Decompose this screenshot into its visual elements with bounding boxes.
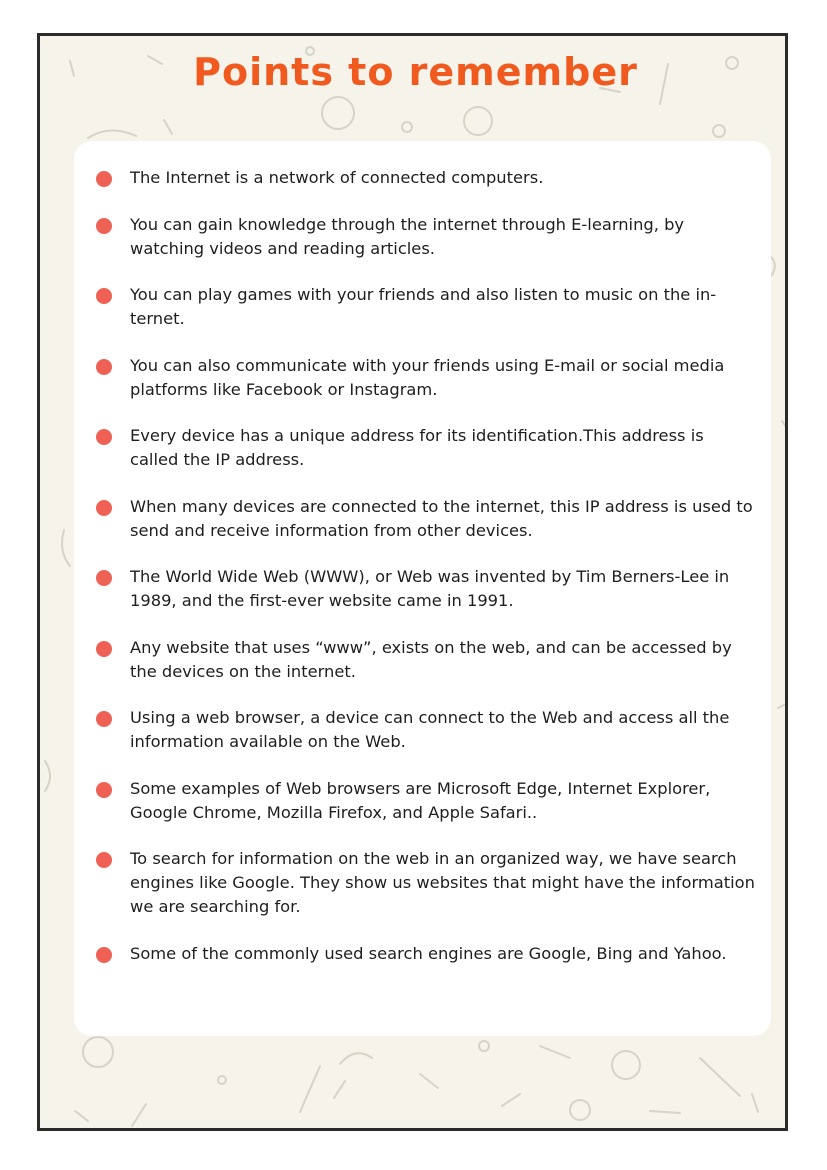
bullet-icon: [96, 782, 112, 798]
point-text: You can also communicate with your friends using E-mail or social media platforms like Facebook or Instagram.: [130, 355, 725, 399]
point-text: The Internet is a network of connected computers.: [130, 168, 544, 187]
point-text: Every device has a unique address for its identification.This address is called the IP address.: [130, 426, 704, 469]
points-list: [96, 166, 756, 988]
bullet-icon: [96, 171, 112, 187]
bullet-icon: [96, 711, 112, 727]
bullet-icon: [96, 429, 112, 445]
list-item: [96, 283, 756, 331]
list-item: [96, 354, 756, 402]
list-item: [96, 636, 756, 684]
point-text: The World Wide Web (WWW), or Web was invented by Tim Berners-Lee in 1989, and the first-ever website came in 1991.: [130, 567, 730, 610]
list-item: [96, 942, 756, 966]
point-text: Some of the commonly used search engines are Google, Bing and Yahoo.: [130, 943, 727, 963]
list-item: [96, 565, 756, 613]
bullet-icon: [96, 218, 112, 234]
point-text: You can play games with your friends and also listen to music on the in-ternet.: [130, 285, 717, 328]
page-title: Points to remember: [193, 50, 638, 94]
list-item: [96, 847, 756, 919]
point-text: To search for information on the web in an organized way, we have search engines like Google. They show us websites that might have the information we are searching for.: [130, 849, 755, 916]
point-text: Using a web browser, a device can connect to the Web and access all the information available on the Web.: [130, 708, 730, 751]
bullet-icon: [96, 852, 112, 868]
point-text: When many devices are connected to the internet, this IP address is used to send and receive information from other devices.: [130, 496, 753, 540]
list-item: [96, 777, 756, 825]
bullet-icon: [96, 641, 112, 657]
list-item: [96, 495, 756, 543]
list-item: [96, 706, 756, 754]
bullet-icon: [96, 570, 112, 586]
bullet-icon: [96, 500, 112, 516]
bullet-icon: [96, 947, 112, 963]
list-item: [96, 166, 756, 190]
worksheet-page: [37, 33, 788, 1131]
point-text: Some examples of Web browsers are Microsoft Edge, Internet Explorer, Google Chrome, Mozilla Firefox, and Apple Safari..: [130, 778, 711, 822]
point-text: Any website that uses “www”, exists on the web, and can be accessed by the devices on the internet.: [130, 637, 732, 681]
points-card: [74, 141, 771, 1036]
list-item: [96, 213, 756, 261]
point-text: You can gain knowledge through the internet through E-learning, by watching videos and reading articles.: [130, 214, 685, 258]
bullet-icon: [96, 359, 112, 375]
bullet-icon: [96, 288, 112, 304]
list-item: [96, 424, 756, 472]
